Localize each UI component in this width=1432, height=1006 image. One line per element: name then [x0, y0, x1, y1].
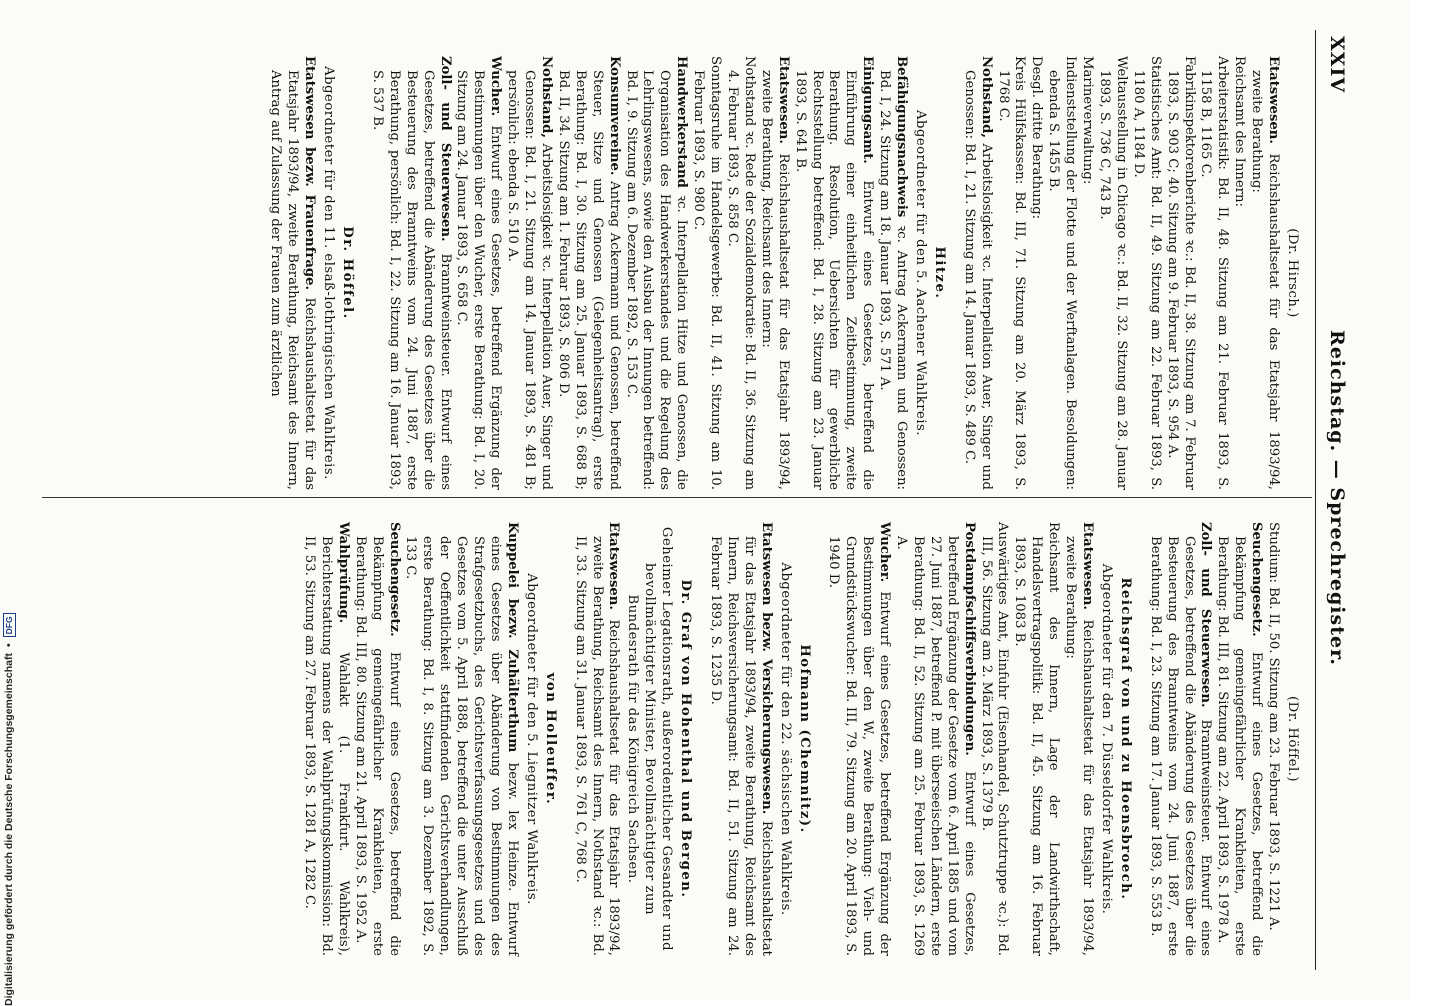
entry-text: bezw. lex Heinze. Entwurf eines Gesetzes über Abänderung von Bestimmungen des Strafgesetzbuchs, des Gerichtsverfassungsgesetzes und des Gesetzes vom 5. April 1888, betreffend die unter Ausschluß der Oeffentlichkeit stattfindenden Gerichtsverhandlungen, erste Berathung: Bd. I, 8. Sitzung am 3. Dezember 1892, S. 133 C. — [403, 536, 520, 956]
entry-text: Reichshaushaltsetat für das Etatsjahr 1893/94, zweite Berathung, Reichsamt des Innern, Antrag auf Zulassung der Frauen zum ärztlichen — [268, 70, 318, 490]
entry-text: Hitze. — [931, 246, 947, 300]
entry-text: Dr. Graf von Hohenthal und Bergen. — [678, 579, 694, 899]
register-entry — [757, 56, 791, 490]
register-entry — [1095, 56, 1129, 490]
register-entry — [791, 56, 876, 490]
digitization-credit: Digitalisierung gefördert durch die Deutsche Forschungsgemeinschaft • DFG — [1, 6, 17, 1006]
register-entry — [977, 522, 1011, 956]
entry-text: Reichsamt des Innern, Lage der Landwirthschaft, Handelsvertragspolitik: Bd. II, 45. Sitzung am 16. Februar 1893, S. 1083 B. — [1012, 522, 1062, 956]
entry-text: Kreis Hülfskassen: Bd. III, 71. Sitzung am 20. März 1893, S. 1768 C. — [995, 56, 1028, 490]
register-entry — [453, 56, 504, 490]
entry-keyword: Seuchengesetz. — [1249, 522, 1265, 637]
entry-text: Geheimer Legationsrath, außerordentlicher Gesandter und bevollmächtigter Minister, Bevollmächtigter zum Bundesrath für das Königreich Sachsen. — [625, 526, 675, 952]
entry-text: Branntweinsteuer. Entwurf eines Gesetzes, betreffend die Abänderung des Gesetzes über die Besteuerung des Branntweins vom 24. Juni 1887, erste Berathung, persönlich: Bd. I, 22. Sitzung am 16. Januar 1893, S. 537 B. — [369, 70, 453, 490]
entry-keyword: Einigungsamt. — [860, 56, 876, 164]
entry-text: Weltausstellung in Chicago ꝛc.: Bd. II, 32. Sitzung am 28. Januar 1893, S. 736 C, 743 B. — [1097, 56, 1129, 490]
register-entry — [1146, 522, 1214, 956]
entry-text: Abgeordneter für den 5. Liegnitzer Wahlkreis. — [523, 573, 539, 905]
entry-text: Arbeiterstatistik: Bd. II, 48. Sitzung am 21. Februar 1893, S. 1158 B, 1165 C. — [1198, 56, 1231, 490]
entry-text: Fabrikinspektorenberichte ꝛc.: Bd. II, 38. Sitzung am 7. Februar 1893, S. 903 C; 40. Sitzung am 9. Februar 1893, S. 954 A. — [1164, 56, 1197, 490]
entry-text: (Dr. Hirsch.) — [1285, 228, 1300, 318]
column-divider — [42, 497, 1312, 498]
register-entry — [402, 522, 520, 956]
entry-text: Reichshaushaltsetat für das Etatsjahr 1893/94, zweite Berathung, Reichsamt des Innern, Nothstand ꝛc.: Bd. II, 33. Sitzung am 31. Januar 1893, S. 761 C, 768 C. — [572, 536, 622, 957]
speaker-heading — [676, 522, 693, 956]
constituency-line — [522, 522, 539, 956]
entry-text: Entwurf eines Gesetzes, betreffend Ergänzung der Gesetze vom 6. April 1885 und vom 27. Juni 1887, betreffend P. mit überseeischen Ländern, erste Berathung: Bd. II, 52. Sitzung am 25. Februar 1893, S. 1269 A. — [894, 536, 977, 956]
digitization-credit-text: Digitalisierung gefördert durch die Deutsche Forschungsgemeinschaft — [3, 653, 15, 1006]
entry-text: Dr. Höffel. — [340, 226, 356, 320]
running-title: Reichstag. — Sprechregister. — [1326, 330, 1348, 666]
entry-text: ꝛc. Interpellation Hitze und Genossen, die Organisation des Handwerkerstandes und die Regelung des Lehrlingswesens, sowie den Ausbau der Innungen betreffend: Bd. I, 9. Sitzung am 6. Dezember 1892, S. 153 C. — [623, 70, 690, 490]
register-entry — [1078, 56, 1095, 490]
entry-text: Abgeordneter für den 22. sächsischen Wahlkreis. — [777, 562, 793, 916]
register-entry — [1044, 56, 1078, 490]
entry-keyword: Zoll- und Steuerwesen. — [437, 56, 453, 242]
register-entry — [1028, 56, 1045, 490]
entry-text: Abgeordneter für den 11. elsaß-lothringischen Wahlkreis. — [321, 66, 337, 480]
register-entry — [1213, 522, 1264, 956]
speaker-heading — [795, 522, 812, 956]
entry-text: Entwurf eines Gesetzes, betreffend die Einführung einer einheitlichen Zeitbestimmung, zweite Berathung. Resolution, Uebersichten für gewerbliche Rechtsstellung betreffend: Bd. I, 28. Sitzung am 23. Januar 1893, S. 641 B. — [792, 70, 876, 490]
entry-text: Reichsamt des Innern: — [1232, 56, 1248, 207]
register-entry — [994, 56, 1028, 490]
register-entry — [1230, 56, 1247, 490]
constituency-line — [1283, 56, 1300, 490]
entry-spacer — [698, 522, 706, 956]
register-entry — [1197, 56, 1231, 490]
entry-text: ꝛc. Antrag Ackermann und Genossen: Bd. I, 24. Sitzung am 18. Januar 1893, S. 571 A. — [877, 70, 910, 490]
entry-text: Wahlakt (1. Frankfurt. Wahlkreis), Berichterstattung namens der Wahlprüfungskommission: Bd. II, 53. Sitzung am 27. Februar 1893, S. 1281 A, 1282 C. — [302, 536, 351, 956]
entry-keyword: Etatswesen. — [775, 56, 791, 144]
register-entry — [1247, 56, 1281, 490]
right-column — [300, 522, 1302, 956]
register-entry — [503, 56, 554, 490]
entry-keyword: Handwerkerstand — [674, 56, 690, 188]
dfg-logo: DFG — [3, 613, 16, 637]
register-entry — [1011, 522, 1062, 956]
entry-keyword: Etatswesen bezw. Versicherungswesen. — [758, 522, 774, 815]
speaker-heading — [338, 56, 355, 490]
entry-text: Studium: Bd. II, 50. Sitzung am 23. Februar 1893, S. 1221 A. — [1266, 522, 1282, 931]
entry-keyword: Konsumvereine. — [606, 56, 622, 176]
entry-text: Abgeordneter für den 5. Aachener Wahlkreis. — [912, 110, 928, 436]
register-entry — [825, 522, 893, 956]
entry-text: Entwurf eines Gesetzes, betreffend die Bekämpfung gemeingefährlicher Krankheiten, erste Berathung: Bd. III, 81. Sitzung am 22. April 1893, S. 1978 A. — [1215, 536, 1265, 956]
entry-keyword: Zoll- und Steuerwesen. — [1198, 522, 1214, 708]
entry-spacer — [360, 56, 368, 490]
entry-text: Auswärtiges Amt, Einfuhr (Eisenhandel, Schutztruppe ꝛc.): Bd. III, 56. Sitzung am 2. März 1893, S. 1379 B. — [978, 522, 1011, 956]
entry-text: Abgeordneter für den 7. Düsseldorfer Wahlkreis. — [1098, 563, 1114, 915]
register-entry — [554, 56, 622, 490]
entry-text: Reichshaushaltsetat für das Etatsjahr 1893/94, zweite Berathung: — [1063, 536, 1096, 957]
speaker-heading — [1116, 522, 1133, 956]
header-rule — [1315, 30, 1316, 970]
register-entry — [622, 56, 690, 490]
entry-text: von Holleuffer. — [542, 672, 558, 806]
entry-text: Arbeitslosigkeit ꝛc. Interpellation Auer, Singer und Genossen: Bd. I, 21. Sitzung am 14. Januar 1893, S. 489 C. — [961, 70, 994, 490]
entry-text: Entwurf eines Gesetzes, betreffend Ergänzung der Bestimmungen über den Wucher, erste Berathung: Bd. I, 20. Sitzung am 24. Januar 1893, S. 658 C. — [454, 70, 504, 490]
constituency-line — [319, 56, 336, 490]
entry-keyword: Etatswesen. — [606, 522, 622, 610]
entry-spacer — [817, 522, 825, 956]
speaker-heading — [930, 56, 947, 490]
entry-spacer — [952, 56, 960, 490]
constituency-line — [911, 56, 928, 490]
register-entry — [571, 522, 622, 956]
register-entry — [960, 56, 994, 490]
constituency-line — [776, 522, 793, 956]
entry-keyword: Kuppelei bezw. Zuhälterthum — [504, 522, 520, 753]
entry-keyword: Wahlprüfung. — [335, 522, 351, 624]
speaker-heading — [541, 522, 558, 956]
register-entry — [300, 522, 351, 956]
entry-text: Sonntagsruhe im Handelsgewerbe: Bd. II, 41. Sitzung am 10. Februar 1893, S. 980 C. — [691, 56, 724, 490]
constituency-line — [1097, 522, 1114, 956]
entry-keyword: Seuchengesetz. — [386, 522, 402, 637]
page-header — [1318, 36, 1348, 960]
register-entry — [706, 522, 774, 956]
constituency-line — [623, 522, 674, 956]
entry-keyword: Etatswesen. — [1266, 56, 1282, 144]
register-entry — [689, 56, 723, 490]
entry-text: Entwurf eines Gesetzes, betreffend die Bekämpfung gemeingefährlicher Krankheiten, erste Berathung: Bd. III, 80. Sitzung am 21. April 1893, S. 1952 A. — [352, 536, 402, 956]
entry-text: Marineverwaltung: — [1080, 56, 1096, 185]
register-entry — [875, 56, 909, 490]
entry-text: Nothstand ꝛc. Rede der Sozialdemokratie: Bd. II, 36. Sitzung am 4. Februar 1893, S. 858 C. — [725, 56, 757, 490]
entry-keyword: Nothstand, — [539, 56, 555, 138]
entry-text: Indienststellung der Flotte und der Werftanlagen. Besoldungen: ebenda S. 1455 B. — [1046, 56, 1079, 490]
register-entry — [1163, 56, 1197, 490]
register-entry — [267, 56, 318, 490]
entry-keyword: Postdampfschiffsverbindungen. — [961, 522, 977, 756]
entry-keyword: Etatswesen. — [1080, 522, 1096, 610]
entry-keyword: Wucher. — [877, 522, 893, 583]
entry-text: Reichshaushaltsetat für das Etatsjahr 1893/94, zweite Berathung, Reichsamt des Innern, Reichsversicherungsamt: Bd. II, 51. Sitzung am 24. Februar 1893, S. 1235 D. — [708, 536, 774, 956]
entry-keyword: Nothstand, — [978, 56, 994, 138]
entry-spacer — [563, 522, 571, 956]
entry-text: Reichshaushaltsetat für das Etatsjahr 1893/94, zweite Berathung: — [1249, 70, 1282, 491]
entry-spacer — [1138, 522, 1146, 956]
register-entry — [1264, 522, 1281, 956]
entry-text: Reichshaushaltsetat für das Etatsjahr 1893/94, zweite Berathung, Reichsamt des Innern: — [758, 70, 791, 491]
register-entry — [351, 522, 402, 956]
entry-text: Arbeitslosigkeit ꝛc. Interpellation Auer, Singer und Genossen: Bd. I, 21. Sitzung am 14. Januar 1893, S. 481 B; persönlich: ebenda S. 510 A. — [505, 70, 555, 490]
page-number: XXIV — [1326, 36, 1348, 94]
entry-text: Antrag Ackermann und Genossen, betreffend Steuer, Sitze und Genossen (Gelegenheitsantrag), erste Berathung: Bd. I, 30. Sitzung am 25. Januar 1893, S. 688 B; Bd. II, 34. Sitzung am 1. Februar 1893, S. 806 D. — [555, 70, 622, 490]
entry-text: (Dr. Höffel.) — [1285, 695, 1300, 783]
register-entry — [1061, 522, 1095, 956]
entry-keyword: Befähigungsnachweis — [894, 56, 910, 218]
entry-text: Hofmann (Chemnitz). — [796, 644, 812, 834]
entry-keyword: Etatswesen bezw. Frauenfrage. — [302, 56, 318, 291]
entry-text: Statistisches Amt: Bd. II, 49. Sitzung am 22. Februar 1893, S. 1180 A, 1184 D. — [1130, 56, 1163, 490]
register-entry — [368, 56, 453, 490]
entry-text: Desgl. dritte Berathung: — [1029, 56, 1045, 220]
constituency-line — [1283, 522, 1300, 956]
entry-text: Entwurf eines Gesetzes, betreffend Ergänzung der Bestimmungen über den W., zweite Berathung: Vieh- und Grundstückswucher: Bd. III, 79. Sitzung am 20. April 1893, S. 1940 D. — [826, 536, 893, 956]
entry-text: Reichsgraf von und zu Hoensbroech. — [1117, 577, 1133, 901]
register-entry — [1129, 56, 1163, 490]
entry-keyword: Wucher. — [488, 56, 504, 117]
entry-text: Branntweinsteuer. Entwurf eines Gesetzes, betreffend die Abänderung des Gesetzes über die Besteuerung des Branntweins vom 24. Juni 1887, erste Berathung: Bd. I, 23. Sitzung am 17. Januar 1893, S. 553 B. — [1147, 536, 1214, 956]
left-column — [267, 56, 1302, 490]
register-entry — [892, 522, 977, 956]
register-entry — [723, 56, 757, 490]
